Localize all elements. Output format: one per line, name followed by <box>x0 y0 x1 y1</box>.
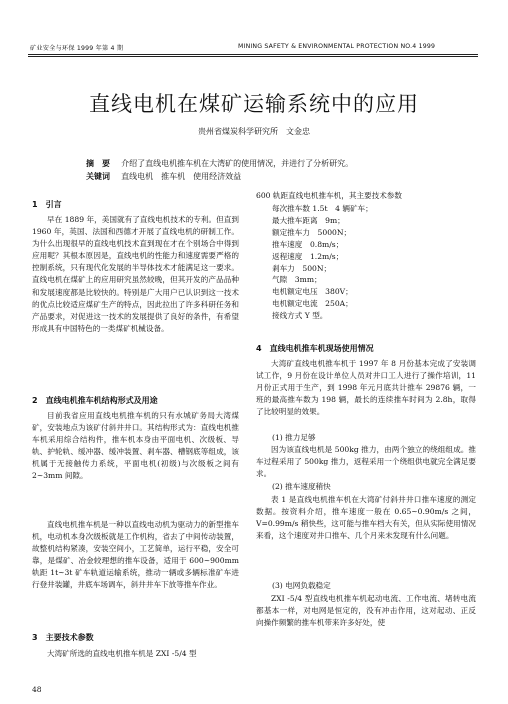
section-1-paragraph: 早在 1889 年，美国就有了直线电机技术的专利。但直到 1960 年，英国、法国和西德才开展了直线电机的研制工作。为什么出现很早的直线电机技术直到现在才在个别场合中得到应用呢？其根本原因是，直线电机的性能力和速度需要严格的控制系统，只有现代化发展的半导体技术才能满足这一要求。直线电机在煤矿上的应用研究虽然较晚，但其开发的产品品种和发展速度都是比较快的。特别是广大用户已认识到这一技术的优点比较适应煤矿生产的特点，因此拉出了许多科研任务和产品要求，对促进这一技术的发展提供了良好的条件，有希望形成具有中国特色的一类煤矿机械设备。 <box>32 215 239 333</box>
keywords-row <box>86 164 241 183</box>
section-4-heading: 4 直线电机推车机现场使用情况 <box>256 344 374 353</box>
keywords-text: 直线电机 推车机 使用经济效益 <box>121 172 242 181</box>
author-line: 贵州省煤炭科学研究所 文金忠 <box>198 127 310 136</box>
section-2-heading: 2 直线电机推车机结构形式及用途 <box>32 396 158 405</box>
section-1-heading: 1 引言 <box>32 200 62 209</box>
param-item: 接线方式 Y 型。 <box>272 311 328 321</box>
section-3-heading: 3 主要技术参数 <box>32 633 94 642</box>
param-item: 剎车力 500N； <box>272 263 332 273</box>
journal-header-left: 矿业安全与环保 1999 年第 4 期 <box>30 45 124 52</box>
subsection-3-paragraph: ZXI -5/4 型直线电机推车机起动电流、工作电流、堵转电流都基本一样，对电网是恒定的，没有冲击作用，这对起动、正反向操作频繁的推车机带来许多好处，使 <box>256 594 476 628</box>
subsection-1-heading: (1) 推力足够 <box>272 433 316 442</box>
param-item: 电机额定电压 380V； <box>272 287 353 297</box>
section-4-paragraph: 大湾矿直线电机推车机于 1997 年 8 月份基本完成了安装调试工作，9 月份在设计单位人员对井口工人进行了操作培训，11 月份正式用于生产，到 1998 年元月底共计推车 29876 辆，一班的最高推车数为 198 辆，最长的连续推车时间为 2.8h，取得了比较明显的效果。 <box>256 359 476 417</box>
article-title: 直线电机在煤矿运输系统中的应用 <box>89 92 419 116</box>
abstract-label: 摘 要 <box>86 158 110 168</box>
section-3-paragraph: 大湾矿所选的直线电机推车机是 ZXI -5/4 型 <box>47 649 197 658</box>
section-2-paragraph-2: 直线电机推车机是一种以直线电动机为驱动力的新型推车机，电动机本身次级板就是工作机构，省去了中间传动装置，故整机结构紧凑，安装空间小，工艺简单，运行平稳，安全可靠，是煤矿、冶金较理想的推车设备，适用于 600~900mm 轨距 1t~3t 矿车轨道运输系统，推动一辆或多辆标准矿车进行登井装罐，井底车场调车，斜井井车下放等推车作业。 <box>32 520 239 590</box>
subsection-3-heading: (3) 电网负载稳定 <box>272 581 331 590</box>
param-item: 返程速度 1.2m/s； <box>272 251 344 261</box>
param-item: 电机额定电流 250A； <box>272 299 353 309</box>
page-number: 48 <box>32 685 42 694</box>
param-item: 推车速度 0.8m/s； <box>272 239 344 249</box>
param-item: 每次推车数 1.5t 4 辆矿车； <box>272 204 373 213</box>
param-item: 额定推车力 5000N； <box>272 227 352 237</box>
keywords-label: 关键词 <box>86 171 110 181</box>
subsection-1-paragraph: 因为该直线电机是 500kg 推力，由两个独立的绕组组成。推车过程采用了 500kg 推力，返程采用一个绕组供电就完全满足要求。 <box>256 445 476 479</box>
param-item: 气隙 3mm； <box>272 275 322 285</box>
header-rule <box>28 54 478 55</box>
section-2-paragraph-1: 目前我省应用直线电机推车机的只有水城矿务局大湾煤矿，安装地点为该矿付斜井井口。其结构形式为：直线电机推车机采用综合结构件，推车机本身由平面电机、次级板、导轨、护轮轨、缓冲器、缓冲装置、剎车器、槽钢底等组成，该机属于无接触传力系统，平面电机(初级)与次级板之间有 2~3mm 间隙。 <box>32 411 239 481</box>
subsection-2-heading: (2) 推车速度稍快 <box>272 482 331 491</box>
params-intro: 600 轨距直线电机推车机，其主要技术参数 <box>256 191 402 200</box>
abstract-text: 介绍了直线电机推车机在大湾矿的使用情况，并进行了分析研究。 <box>121 159 354 168</box>
header-rule-2 <box>28 56 478 57</box>
subsection-2-paragraph: 表 1 是直线电机推车机在大湾矿付斜井井口推车速度的测定数据。按资料介绍，推车速度一般在 0.65~0.90m/s 之间，V=0.99m/s 稍快些，这可能与推车档大有关，但从实际使用情况来看，这个速度对井口推车、几个月来未发现有什么问题。 <box>256 495 476 541</box>
params-list <box>272 203 373 322</box>
journal-header-right: MINING SAFETY & ENVIRONMENTAL PROTECTION NO.4 1999 <box>238 43 436 50</box>
param-item: 最大推车距离 9m； <box>272 215 345 225</box>
